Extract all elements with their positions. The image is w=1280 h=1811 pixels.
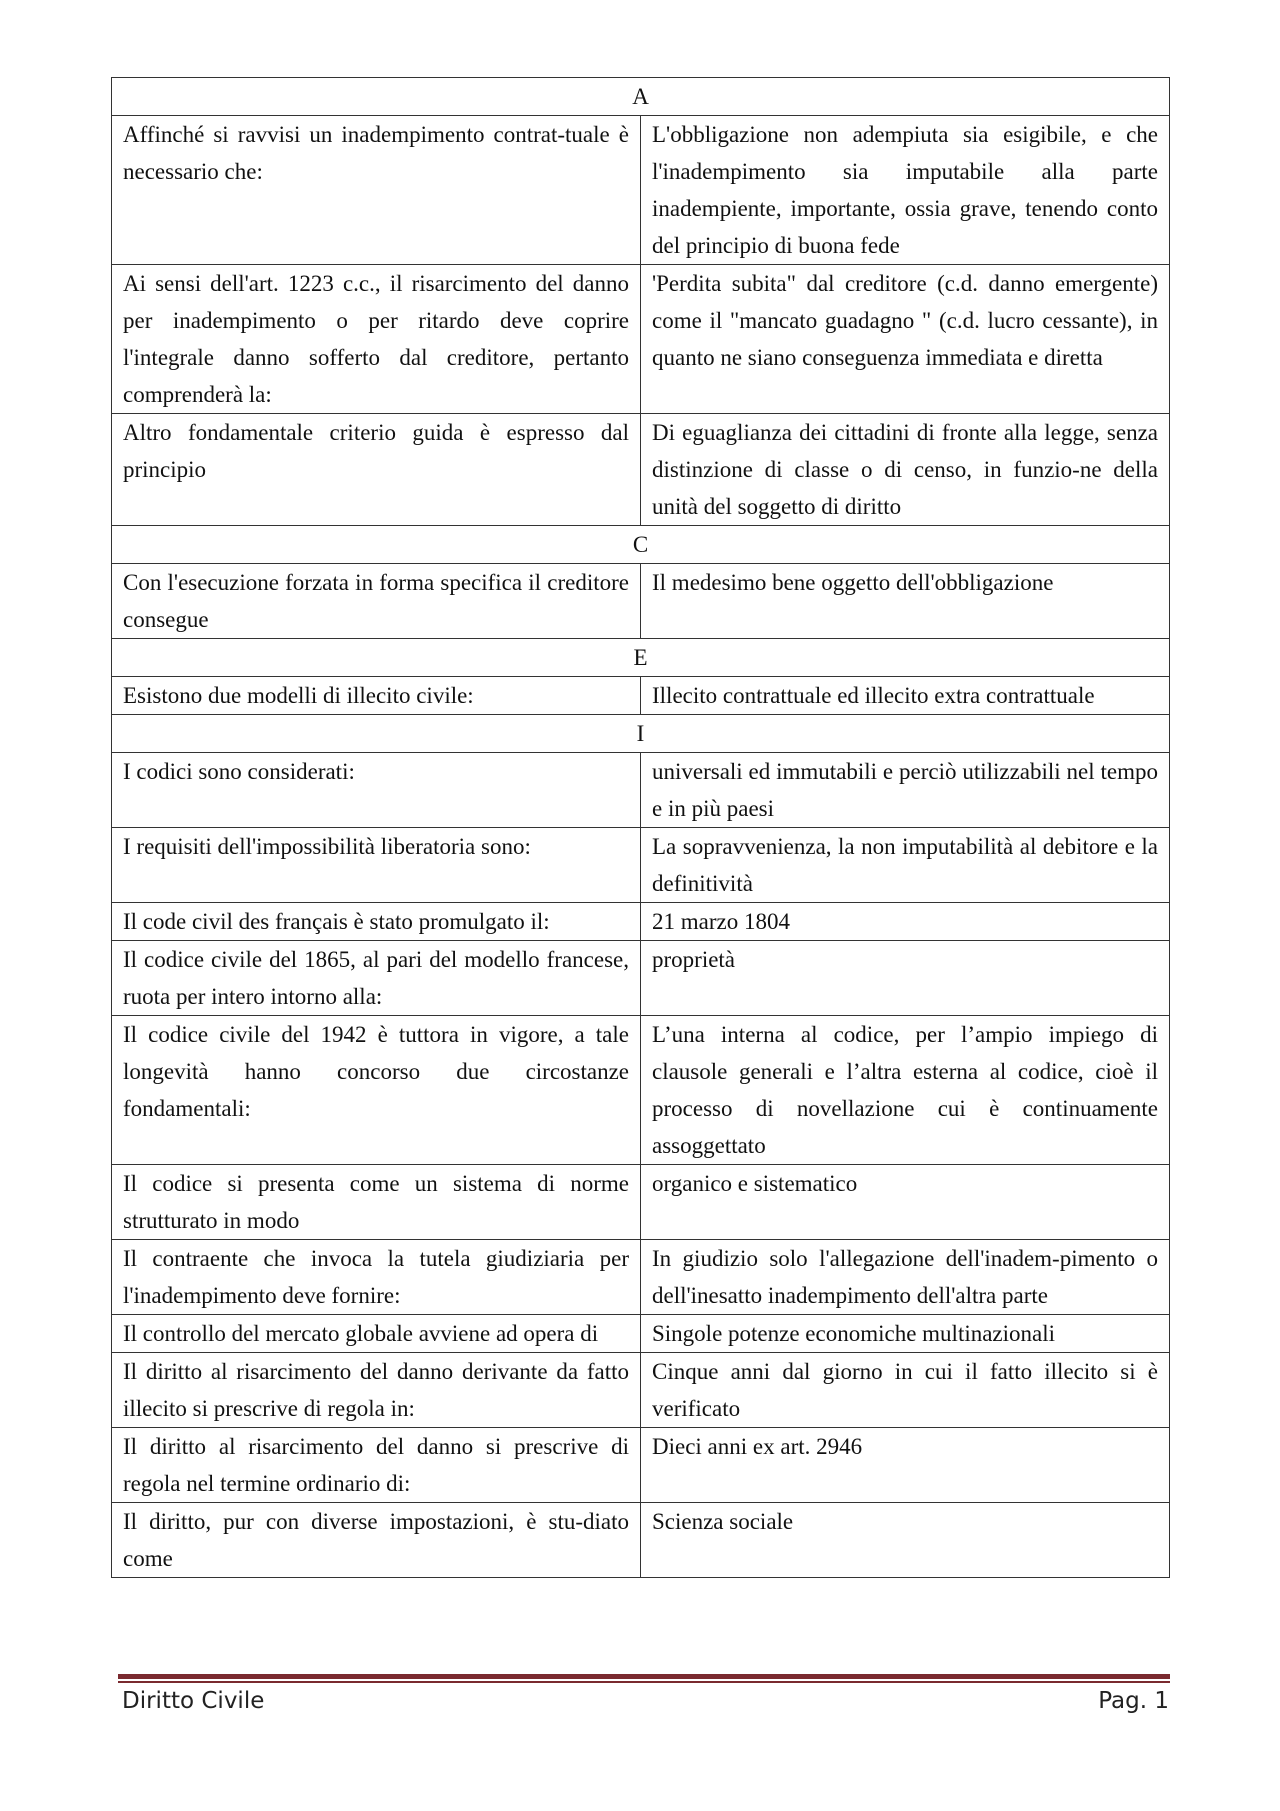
table-row [112,941,1170,1016]
answer-cell: Di eguaglianza dei cittadini di fronte alla legge, senza distinzione di classe o di censo, in funzio-ne della unità del soggetto di diritto [641,414,1170,526]
question-cell: Il codice si presenta come un sistema di norme strutturato in modo [112,1165,641,1240]
answer-cell: 21 marzo 1804 [641,903,1170,941]
question-cell: I requisiti dell'impossibilità liberatoria sono: [112,828,641,903]
table-row [112,564,1170,639]
table-row [112,1315,1170,1353]
table-row [112,265,1170,414]
footer-title: Diritto Civile [122,1688,265,1714]
footer-rule-thick [118,1674,1170,1679]
answer-cell: In giudizio solo l'allegazione dell'inadem-pimento o dell'inesatto inadempimento dell'altra parte [641,1240,1170,1315]
answer-cell: universali ed immutabili e perciò utilizzabili nel tempo e in più paesi [641,753,1170,828]
table-row [112,677,1170,715]
section-letter: A [112,78,1170,116]
answer-cell: proprietà [641,941,1170,1016]
section-letter: C [112,526,1170,564]
section-letter-row [112,526,1170,564]
question-cell: I codici sono considerati: [112,753,641,828]
question-cell: Il codice civile del 1942 è tuttora in vigore, a tale longevità hanno concorso due circostanze fondamentali: [112,1016,641,1165]
answer-cell: organico e sistematico [641,1165,1170,1240]
section-letter-row [112,639,1170,677]
question-cell: Esistono due modelli di illecito civile: [112,677,641,715]
question-cell: Il contraente che invoca la tutela giudiziaria per l'inadempimento deve fornire: [112,1240,641,1315]
answer-cell: Dieci anni ex art. 2946 [641,1428,1170,1503]
answer-cell: Singole potenze economiche multinazionali [641,1315,1170,1353]
table-row [112,116,1170,265]
glossary-table-body [112,78,1170,1578]
table-row [112,828,1170,903]
question-cell: Il controllo del mercato globale avviene ad opera di [112,1315,641,1353]
table-row [112,1240,1170,1315]
table-row [112,903,1170,941]
table-row [112,1503,1170,1578]
section-letter-row [112,715,1170,753]
answer-cell: Scienza sociale [641,1503,1170,1578]
question-cell: Affinché si ravvisi un inadempimento contrat-tuale è necessario che: [112,116,641,265]
answer-cell: Il medesimo bene oggetto dell'obbligazione [641,564,1170,639]
footer-rule-thin [118,1681,1170,1683]
question-cell: Il codice civile del 1865, al pari del modello francese, ruota per intero intorno alla: [112,941,641,1016]
question-cell: Ai sensi dell'art. 1223 c.c., il risarcimento del danno per inadempimento o per ritardo deve coprire l'integrale danno sofferto dal creditore, pertanto comprenderà la: [112,265,641,414]
table-row [112,1353,1170,1428]
footer-page-number: Pag. 1 [1098,1688,1169,1714]
table-row [112,414,1170,526]
question-cell: Il diritto al risarcimento del danno derivante da fatto illecito si prescrive di regola in: [112,1353,641,1428]
table-row [112,753,1170,828]
question-cell: Con l'esecuzione forzata in forma specifica il creditore consegue [112,564,641,639]
table-row [112,1016,1170,1165]
glossary-table [111,77,1170,1578]
answer-cell: L’una interna al codice, per l’ampio impiego di clausole generali e l’altra esterna al codice, cioè il processo di novellazione cui è continuamente assoggettato [641,1016,1170,1165]
section-letter: I [112,715,1170,753]
question-cell: Il code civil des français è stato promulgato il: [112,903,641,941]
section-letter-row [112,78,1170,116]
question-cell: Il diritto, pur con diverse impostazioni, è stu-diato come [112,1503,641,1578]
question-cell: Altro fondamentale criterio guida è espresso dal principio [112,414,641,526]
section-letter: E [112,639,1170,677]
table-row [112,1428,1170,1503]
answer-cell: Illecito contrattuale ed illecito extra contrattuale [641,677,1170,715]
answer-cell: La sopravvenienza, la non imputabilità al debitore e la definitività [641,828,1170,903]
answer-cell: Cinque anni dal giorno in cui il fatto illecito si è verificato [641,1353,1170,1428]
question-cell: Il diritto al risarcimento del danno si prescrive di regola nel termine ordinario di: [112,1428,641,1503]
answer-cell: L'obbligazione non adempiuta sia esigibile, e che l'inadempimento sia imputabile alla parte inadempiente, importante, ossia grave, tenendo conto del principio di buona fede [641,116,1170,265]
answer-cell: 'Perdita subita" dal creditore (c.d. danno emergente) come il "mancato guadagno " (c.d. lucro cessante), in quanto ne siano conseguenza immediata e diretta [641,265,1170,414]
table-row [112,1165,1170,1240]
